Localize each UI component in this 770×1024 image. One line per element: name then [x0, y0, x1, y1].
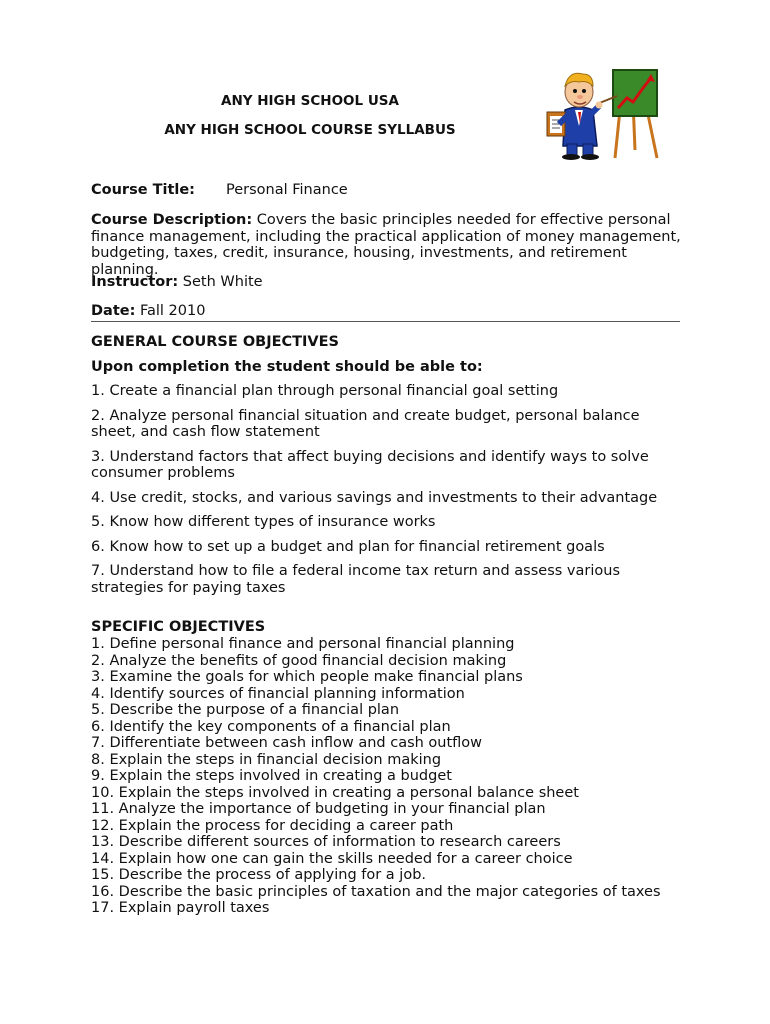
list-item: 2. Analyze the benefits of good financial decision making: [91, 652, 507, 669]
general-objectives-intro: Upon completion the student should be able to:: [91, 359, 483, 375]
list-item: 11. Analyze the importance of budgeting in your financial plan: [91, 801, 546, 817]
course-title-row: [91, 182, 681, 199]
date-label: Date:: [91, 303, 136, 319]
list-item: 5. Know how different types of insurance works: [91, 514, 436, 530]
list-item: 7. Differentiate between cash inflow and cash outflow: [91, 735, 483, 751]
list-item: 17. Explain payroll taxes: [91, 900, 270, 916]
list-item: 14. Explain how one can gain the skills needed for a career choice: [91, 850, 573, 867]
list-item: 6. Identify the key components of a financial plan: [91, 718, 451, 735]
list-item: 6. Know how to set up a budget and plan for financial retirement goals: [91, 538, 605, 555]
instructor-value: Seth White: [178, 274, 263, 290]
list-item: 16. Describe the basic principles of taxation and the major categories of taxes: [91, 883, 661, 900]
school-name: ANY HIGH SCHOOL USA: [221, 93, 399, 109]
list-item: 3. Examine the goals for which people make financial plans: [91, 669, 523, 685]
teacher-with-chart-icon: [535, 60, 665, 160]
list-item: 1. Define personal finance and personal financial planning: [91, 636, 515, 652]
list-item: 15. Describe the process of applying for a job.: [91, 867, 427, 883]
instructor-label: Instructor:: [91, 274, 179, 290]
list-item: 9. Explain the steps involved in creating a budget: [91, 768, 452, 784]
specific-objectives-heading: SPECIFIC OBJECTIVES: [91, 619, 266, 635]
date-value: Fall 2010: [135, 303, 206, 319]
list-item: 2. Analyze personal financial situation and create budget, personal balance sheet, and cash flow statement: [91, 407, 640, 440]
list-item: 5. Describe the purpose of a financial plan: [91, 702, 400, 718]
general-objectives-list: [91, 383, 681, 604]
course-title-value: Personal Finance: [226, 182, 348, 198]
list-item: 8. Explain the steps in financial decision making: [91, 751, 442, 768]
list-item: 3. Understand factors that affect buying decisions and identify ways to solve consumer problems: [91, 448, 649, 481]
general-objectives-heading: GENERAL COURSE OBJECTIVES: [91, 334, 340, 350]
section-divider: [91, 321, 680, 322]
course-description: [91, 212, 681, 278]
course-title-label: Course Title:: [91, 182, 195, 198]
list-item: 7. Understand how to file a federal income tax return and assess various strategies for paying taxes: [91, 563, 620, 596]
course-description-text: Covers the basic principles needed for effective personal finance management, including the practical application of money management, budgeting, taxes, credit, insurance, housing, investments, and retirement planning.: [91, 212, 681, 278]
date-row: [91, 303, 681, 320]
list-item: 13. Describe different sources of information to research careers: [91, 834, 561, 850]
course-description-label: Course Description:: [91, 212, 253, 228]
list-item: 1. Create a financial plan through personal financial goal setting: [91, 383, 559, 399]
list-item: 4. Use credit, stocks, and various savings and investments to their advantage: [91, 489, 658, 506]
specific-objectives-list: [91, 636, 691, 917]
list-item: 10. Explain the steps involved in creating a personal balance sheet: [91, 784, 579, 801]
instructor-row: [91, 274, 681, 291]
list-item: 4. Identify sources of financial planning information: [91, 685, 465, 702]
syllabus-title: ANY HIGH SCHOOL COURSE SYLLABUS: [164, 122, 456, 138]
list-item: 12. Explain the process for deciding a career path: [91, 817, 454, 834]
